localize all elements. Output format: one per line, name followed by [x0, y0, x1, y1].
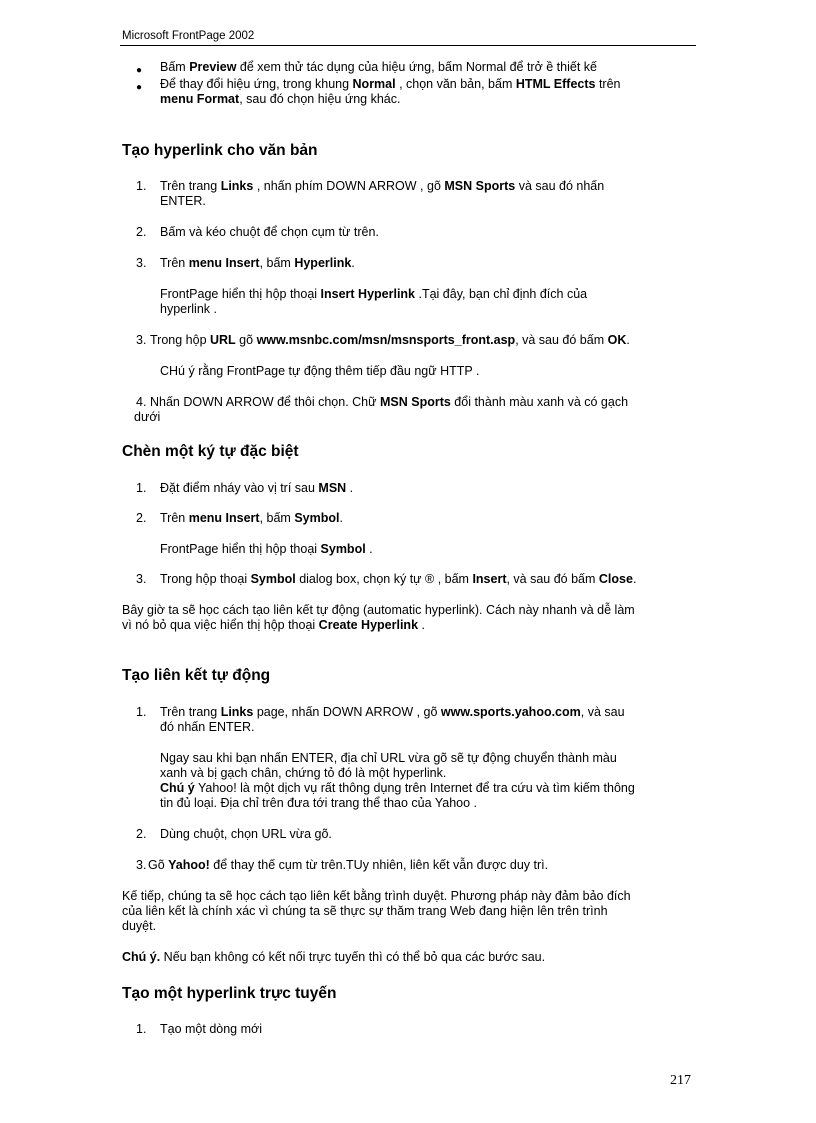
bullet-dot-icon: ●: [136, 65, 143, 76]
list-number: 1.: [136, 705, 147, 719]
list-item: Gõ Yahoo! để thay thế cụm từ trên.TUy nhiên, liên kết vẫn được duy trì.: [148, 858, 549, 872]
bullet-item: Để thay đổi hiệu ứng, trong khung Normal , chọn văn bản, bấm HTML Effects trên menu Format, sau đó chọn hiệu ứng khác.: [160, 77, 621, 106]
list-item: Trên trang Links page, nhấn DOWN ARROW , gõ www.sports.yahoo.com, và sau đó nhấn ENTER.: [160, 705, 625, 734]
list-number: 2.: [136, 827, 147, 841]
list-item-continuation: dưới: [134, 410, 161, 424]
section-heading: Tạo một hyperlink trực tuyến: [122, 985, 337, 1002]
bullet-dot-icon: ●: [136, 82, 143, 93]
list-number: 1.: [136, 1022, 147, 1036]
note-text: FrontPage hiển thị hộp thoại Symbol .: [160, 542, 373, 556]
running-header: Microsoft FrontPage 2002: [122, 30, 255, 42]
list-item: Bấm và kéo chuột để chọn cụm từ trên.: [160, 225, 379, 239]
section-heading: Tạo liên kết tự động: [122, 667, 271, 684]
list-item: Dùng chuột, chọn URL vừa gõ.: [160, 827, 332, 841]
section-heading: Tạo hyperlink cho văn bản: [122, 142, 318, 159]
header-rule: [120, 45, 696, 46]
list-number: 3.: [136, 333, 147, 347]
list-number: 2.: [136, 225, 147, 239]
list-item: Trên menu Insert, bấm Symbol.: [160, 511, 343, 525]
list-number: 3.: [136, 858, 147, 872]
list-item: Trong hộp URL gõ www.msnbc.com/msn/msnsports_front.asp, và sau đó bấm OK.: [150, 333, 630, 347]
list-number: 2.: [136, 511, 147, 525]
list-number: 3.: [136, 256, 147, 270]
bullet-item: Bấm Preview để xem thử tác dụng của hiệu ứng, bấm Normal để trở ề thiết kế: [160, 60, 597, 74]
list-item: Nhấn DOWN ARROW để thôi chọn. Chữ MSN Sports đổi thành màu xanh và có gạch: [150, 395, 629, 409]
note-text: Ngay sau khi bạn nhấn ENTER, địa chỉ URL vừa gõ sẽ tự động chuyển thành màu xanh và bị gạch chân, chứng tỏ đó là một hyperlink. Chú ý Yahoo! là một dịch vụ rất thông dụng trên Internet để tra cứu và tìm kiếm thông tin đủ loại. Địa chỉ trên đưa tới trang thể thao của Yahoo .: [160, 751, 635, 810]
list-number: 1.: [136, 179, 147, 193]
body-paragraph: Bây giờ ta sẽ học cách tạo liên kết tự động (automatic hyperlink). Cách này nhanh và dễ làm vì nó bỏ qua việc hiển thị hộp thoại Create Hyperlink .: [122, 603, 635, 632]
body-paragraph: Kế tiếp, chúng ta sẽ học cách tạo liên kết bằng trình duyệt. Phương pháp này đảm bảo đích của liên kết là chính xác vì chúng ta sẽ thực sự thăm trang Web đang hiện lên trên trình duyệt.: [122, 889, 631, 933]
list-item: Trong hộp thoại Symbol dialog box, chọn ký tự ® , bấm Insert, và sau đó bấm Close.: [160, 572, 637, 586]
list-number: 4.: [136, 395, 147, 409]
list-item: Trên trang Links , nhấn phím DOWN ARROW , gõ MSN Sports và sau đó nhấn ENTER.: [160, 179, 605, 208]
note-text: CHú ý rằng FrontPage tự động thêm tiếp đầu ngữ HTTP .: [160, 364, 480, 378]
list-item: Tạo một dòng mới: [160, 1022, 262, 1036]
body-paragraph: Chú ý. Nếu bạn không có kết nối trực tuyến thì có thể bỏ qua các bước sau.: [122, 950, 546, 964]
list-number: 3.: [136, 572, 147, 586]
list-item: Trên menu Insert, bấm Hyperlink.: [160, 256, 355, 270]
list-item: Đặt điểm nháy vào vị trí sau MSN .: [160, 481, 354, 495]
note-text: FrontPage hiển thị hộp thoại Insert Hyperlink .Tại đây, bạn chỉ định đích của hyperlink .: [160, 287, 588, 316]
list-number: 1.: [136, 481, 147, 495]
section-heading: Chèn một ký tự đặc biệt: [122, 443, 299, 460]
page-number: 217: [670, 1073, 691, 1088]
